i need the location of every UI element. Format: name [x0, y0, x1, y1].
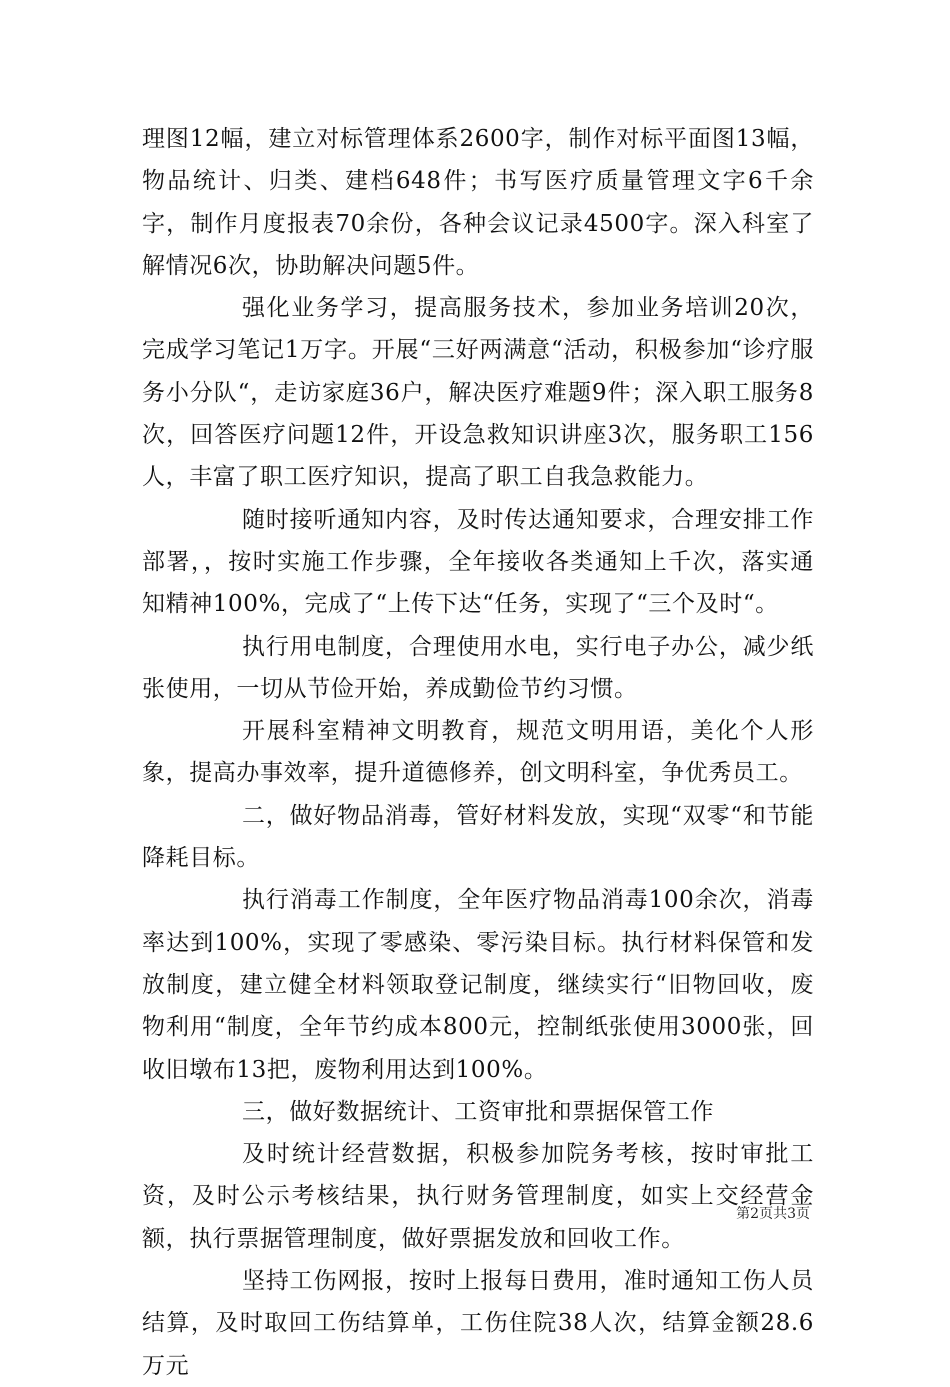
page-number-footer: 第2页共3页	[736, 1206, 810, 1222]
paragraph: 执行消毒工作制度，全年医疗物品消毒100余次，消毒率达到100%，实现了零感染、零污染目标。执行材料保管和发放制度，建立健全材料领取登记制度，继续实行“旧物回收，废物利用“制度，全年节约成本800元，控制纸张使用3000张，回收旧墩布13把，废物利用达到100%。	[142, 887, 814, 1083]
paragraph: 坚持工伤网报，按时上报每日费用，准时通知工伤人员结算，及时取回工伤结算单，工伤住院38人次，结算金额28.6万元	[142, 1268, 814, 1379]
paragraph: 强化业务学习，提高服务技术，参加业务培训20次，完成学习笔记1万字。开展“三好两满意“活动，积极参加“诊疗服务小分队“，走访家庭36户，解决医疗难题9件；深入职工服务8次，回答医疗问题12件，开设急救知识讲座3次，服务职工156人，丰富了职工医疗知识，提高了职工自我急救能力。	[142, 295, 814, 491]
paragraph: 及时统计经营数据，积极参加院务考核，按时审批工资，及时公示考核结果，执行财务管理制度，如实上交经营金额，执行票据管理制度，做好票据发放和回收工作。	[142, 1141, 814, 1252]
paragraph-continued: 理图12幅，建立对标管理体系2600字，制作对标平面图13幅，物品统计、归类、建档648件；书写医疗质量管理文字6千余字，制作月度报表70余份，各种会议记录4500字。深入科室了解情况6次，协助解决问题5件。	[142, 126, 814, 279]
paragraph: 执行用电制度，合理使用水电，实行电子办公，减少纸张使用，一切从节俭开始，养成勤俭节约习惯。	[142, 633, 814, 702]
paragraph: 随时接听通知内容，及时传达通知要求，合理安排工作部署，，按时实施工作步骤，全年接收各类通知上千次，落实通知精神100%，完成了“上传下达“任务，实现了“三个及时“。	[142, 506, 814, 618]
section-heading-3: 三，做好数据统计、工资审批和票据保管工作	[242, 1098, 714, 1125]
section-heading-2: 二，做好物品消毒，管好材料发放，实现“双零“和节能降耗目标。	[142, 802, 814, 872]
paragraph: 开展科室精神文明教育，规范文明用语，美化个人形象，提高办事效率，提升道德修养，创文明科室，争优秀员工。	[142, 718, 814, 787]
document-body	[142, 118, 814, 1387]
